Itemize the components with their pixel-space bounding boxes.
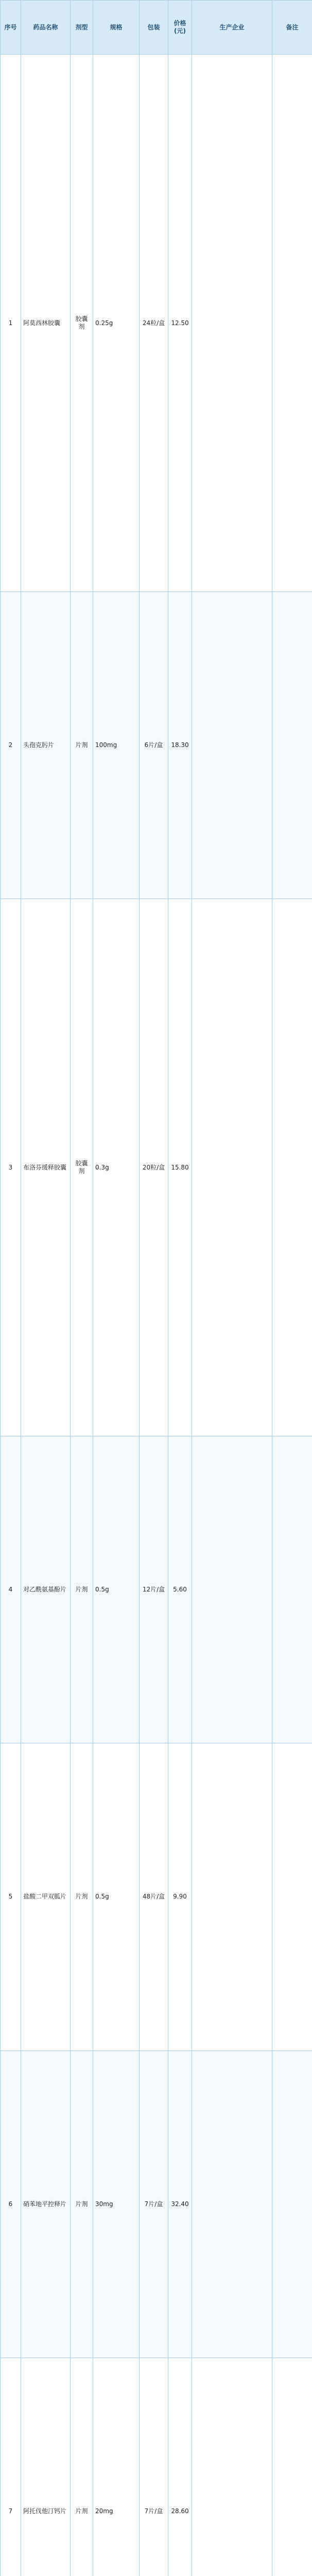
- spec-cell: 0.5g: [93, 1743, 140, 2050]
- table-row: [1, 1743, 312, 2050]
- spec-cell: 0.25g: [93, 55, 140, 592]
- price-cell: 12.50: [168, 55, 192, 592]
- package-cell: 24粒/盒: [140, 55, 168, 592]
- row-number-cell: 4: [1, 1436, 21, 1743]
- header-cell: 药品名称: [21, 1, 71, 55]
- dosage-form-cell: 片剂: [71, 1436, 93, 1743]
- spec-cell: 0.5g: [93, 1436, 140, 1743]
- remark-cell: [272, 2358, 312, 2576]
- row-number-cell: 2: [1, 592, 21, 899]
- dosage-form-cell: 片剂: [71, 2050, 93, 2358]
- table-row: [1, 592, 312, 899]
- manufacturer-cell: [192, 592, 272, 899]
- header-cell: 规格: [93, 1, 140, 55]
- dosage-form-cell: 片剂: [71, 592, 93, 899]
- package-cell: 7片/盒: [140, 2358, 168, 2576]
- drug-name-cell: 盐酸二甲双胍片: [21, 1743, 71, 2050]
- header-cell: 生产企业: [192, 1, 272, 55]
- table-row: [1, 899, 312, 1436]
- remark-cell: [272, 899, 312, 1436]
- drug-name-cell: 硝苯地平控释片: [21, 2050, 71, 2358]
- package-cell: 20粒/盒: [140, 899, 168, 1436]
- table-row: [1, 1436, 312, 1743]
- dosage-form-cell: 胶囊剂: [71, 55, 93, 592]
- remark-cell: [272, 2050, 312, 2358]
- package-cell: 6片/盒: [140, 592, 168, 899]
- spec-cell: 0.3g: [93, 899, 140, 1436]
- price-cell: 32.40: [168, 2050, 192, 2358]
- spec-cell: 30mg: [93, 2050, 140, 2358]
- table-row: [1, 55, 312, 592]
- drug-name-cell: 阿托伐他汀钙片: [21, 2358, 71, 2576]
- row-number-cell: 6: [1, 2050, 21, 2358]
- manufacturer-cell: [192, 55, 272, 592]
- manufacturer-cell: [192, 1436, 272, 1743]
- manufacturer-cell: [192, 2050, 272, 2358]
- header-cell: 价格(元): [168, 1, 192, 55]
- remark-cell: [272, 1436, 312, 1743]
- header-cell: 剂型: [71, 1, 93, 55]
- row-number-cell: 1: [1, 55, 21, 592]
- price-cell: 28.60: [168, 2358, 192, 2576]
- table-row: [1, 2050, 312, 2358]
- price-cell: 9.90: [168, 1743, 192, 2050]
- spec-cell: 100mg: [93, 592, 140, 899]
- drug-name-cell: 阿莫西林胶囊: [21, 55, 71, 592]
- manufacturer-cell: [192, 2358, 272, 2576]
- remark-cell: [272, 1743, 312, 2050]
- manufacturer-cell: [192, 899, 272, 1436]
- price-cell: 18.30: [168, 592, 192, 899]
- header-cell: 备注: [272, 1, 312, 55]
- spec-cell: 20mg: [93, 2358, 140, 2576]
- manufacturer-cell: [192, 1743, 272, 2050]
- table-body: [1, 55, 312, 2576]
- row-number-cell: 5: [1, 1743, 21, 2050]
- price-cell: 5.60: [168, 1436, 192, 1743]
- table-row: [1, 2358, 312, 2576]
- dosage-form-cell: 片剂: [71, 2358, 93, 2576]
- remark-cell: [272, 592, 312, 899]
- dosage-form-cell: 片剂: [71, 1743, 93, 2050]
- package-cell: 48片/盒: [140, 1743, 168, 2050]
- package-cell: 12片/盒: [140, 1436, 168, 1743]
- drug-name-cell: 对乙酰氨基酚片: [21, 1436, 71, 1743]
- drug-name-cell: 头孢克肟片: [21, 592, 71, 899]
- row-number-cell: 3: [1, 899, 21, 1436]
- price-cell: 15.80: [168, 899, 192, 1436]
- header-cell: 序号: [1, 1, 21, 55]
- table-header-row: [1, 1, 312, 55]
- header-cell: 包装: [140, 1, 168, 55]
- package-cell: 7片/盒: [140, 2050, 168, 2358]
- dosage-form-cell: 胶囊剂: [71, 899, 93, 1436]
- row-number-cell: 7: [1, 2358, 21, 2576]
- remark-cell: [272, 55, 312, 592]
- drug-name-cell: 布洛芬缓释胶囊: [21, 899, 71, 1436]
